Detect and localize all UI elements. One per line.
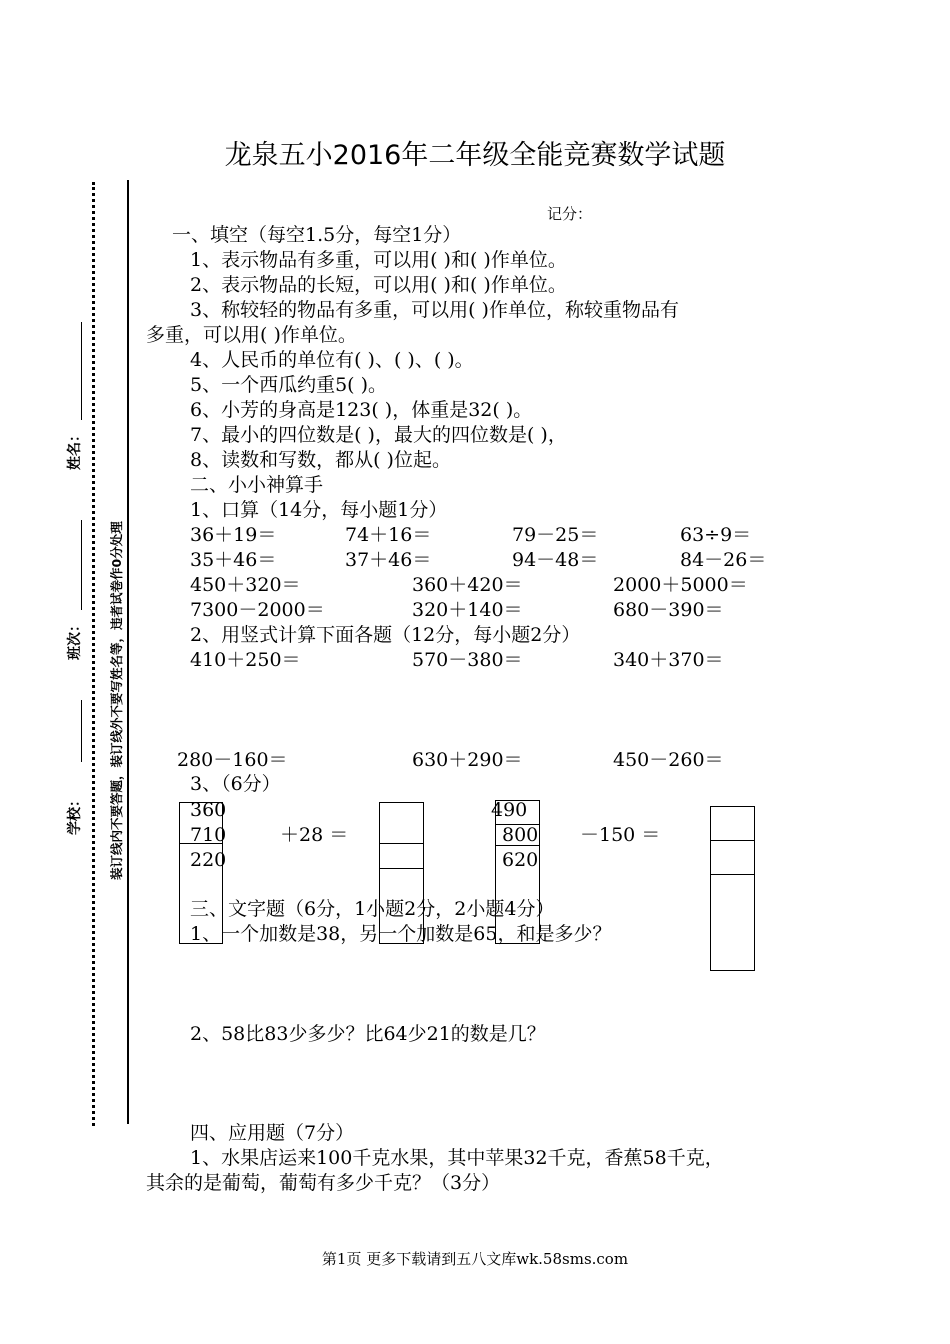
school-blank-line bbox=[81, 700, 82, 762]
s4-q1a: 1、水果店运来100千克水果，其中苹果32千克，香蕉58千克， bbox=[190, 1147, 724, 1169]
name-blank-line bbox=[81, 322, 82, 420]
s1-q7: 7、最小的四位数是( )，最大的四位数是( )， bbox=[190, 424, 567, 446]
calc-item: 36＋19＝ bbox=[190, 524, 277, 546]
calc-item: 680－390＝ bbox=[613, 599, 724, 621]
section4-heading: 四、应用题（7分） bbox=[190, 1122, 355, 1144]
score-label: 记分： bbox=[547, 205, 593, 223]
calc-item: 450＋320＝ bbox=[190, 574, 301, 596]
page-footer: 第1页 更多下载请到五八文库wk.58sms.com bbox=[321, 1250, 629, 1268]
s2-sub3: 3、（6分） bbox=[190, 773, 281, 795]
calc-item: 63÷9＝ bbox=[680, 524, 752, 546]
calc-item: 630＋290＝ bbox=[412, 749, 523, 771]
right-operation: －150 ＝ bbox=[580, 824, 661, 846]
s1-q2: 2、表示物品的长短，可以用( )和( )作单位。 bbox=[190, 274, 567, 296]
left-input-number: 360 bbox=[190, 799, 227, 821]
right-answer-box bbox=[710, 806, 755, 971]
calc-item: 2000＋5000＝ bbox=[613, 574, 748, 596]
left-answer-divider bbox=[379, 843, 423, 844]
calc-item: 37＋46＝ bbox=[345, 549, 432, 571]
school-label: 学校： bbox=[67, 793, 83, 835]
calc-item: 320＋140＝ bbox=[412, 599, 523, 621]
binding-dotted-line bbox=[92, 182, 95, 1126]
s1-q3a: 3、称较轻的物品有多重，可以用( )作单位，称较重物品有 bbox=[190, 299, 679, 321]
s3-q1: 1、一个加数是38，另一个加数是65，和是多少？ bbox=[190, 923, 612, 945]
right-answer-divider bbox=[710, 874, 754, 875]
right-answer-divider bbox=[710, 840, 754, 841]
s3-q2: 2、58比83少多少？比64少21的数是几？ bbox=[190, 1023, 546, 1045]
s1-q3b: 多重，可以用( )作单位。 bbox=[146, 324, 357, 346]
calc-item: 410＋250＝ bbox=[190, 649, 301, 671]
calc-item: 450－260＝ bbox=[613, 749, 724, 771]
calc-item: 74＋16＝ bbox=[345, 524, 432, 546]
calc-item: 79－25＝ bbox=[512, 524, 599, 546]
class-label: 班次： bbox=[67, 618, 83, 660]
page-title: 龙泉五小2016年二年级全能竞赛数学试题 bbox=[224, 140, 726, 171]
section3-heading: 三、文字题（6分，1小题2分，2小题4分） bbox=[190, 898, 555, 920]
right-input-number: 620 bbox=[502, 849, 539, 871]
calc-item: 340＋370＝ bbox=[613, 649, 724, 671]
s2-sub1: 1、口算（14分，每小题1分） bbox=[190, 499, 448, 521]
right-input-number: 800 bbox=[502, 824, 539, 846]
calc-item: 84－26＝ bbox=[680, 549, 767, 571]
s1-q4: 4、人民币的单位有( )、( )、( )。 bbox=[190, 349, 474, 371]
s4-q1b: 其余的是葡萄，葡萄有多少千克？（3分） bbox=[146, 1172, 501, 1194]
calc-item: 280－160＝ bbox=[177, 749, 288, 771]
left-answer-divider bbox=[379, 868, 423, 869]
s2-sub2: 2、用竖式计算下面各题（12分，每小题2分） bbox=[190, 624, 581, 646]
calc-item: 7300－2000＝ bbox=[190, 599, 325, 621]
s1-q6: 6、小芳的身高是123( )，体重是32( )。 bbox=[190, 399, 533, 421]
left-input-number: 710 bbox=[190, 824, 227, 846]
calc-item: 94－48＝ bbox=[512, 549, 599, 571]
section1-heading: 一、填空（每空1.5分，每空1分） bbox=[172, 224, 462, 246]
s1-q5: 5、一个西瓜约重5( )。 bbox=[190, 374, 388, 396]
binding-notice: 装订线内不要答题，装订线外不要写姓名等，违者试卷作0分处理 bbox=[109, 521, 124, 880]
calc-item: 35＋46＝ bbox=[190, 549, 277, 571]
name-label: 姓名： bbox=[67, 428, 83, 470]
s1-q8: 8、读数和写数，都从( )位起。 bbox=[190, 449, 451, 471]
class-blank-line bbox=[81, 520, 82, 610]
left-operation: ＋28 ＝ bbox=[280, 824, 349, 846]
binding-solid-line bbox=[127, 180, 129, 1124]
calc-item: 360＋420＝ bbox=[412, 574, 523, 596]
calc-item: 570－380＝ bbox=[412, 649, 523, 671]
right-input-number: 490 bbox=[491, 799, 528, 821]
section2-heading: 二、小小神算手 bbox=[190, 474, 324, 496]
left-input-number: 220 bbox=[190, 849, 227, 871]
s1-q1: 1、表示物品有多重，可以用( )和( )作单位。 bbox=[190, 249, 567, 271]
